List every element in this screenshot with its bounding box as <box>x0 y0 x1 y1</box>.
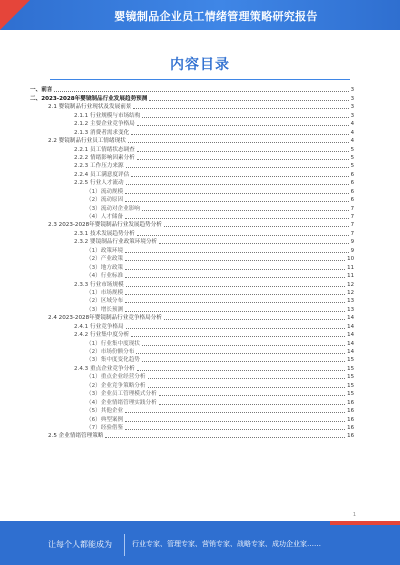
toc-entry[interactable] <box>30 145 354 153</box>
report-title: 婴镜制品企业员工情绪管理策略研究报告 <box>114 10 318 23</box>
toc-entry-page: 3 <box>350 104 354 111</box>
toc-entry-title: 2.1.2 主要企业竞争格局 <box>74 121 135 128</box>
toc-entry-title: 二、2023-2028年婴镜制品行业发展趋势预测 <box>30 95 148 102</box>
toc-entry-page: 4 <box>350 121 354 128</box>
toc-dot-leader <box>125 412 345 413</box>
toc-entry[interactable] <box>30 432 354 440</box>
toc-entry-page: 16 <box>347 433 354 440</box>
toc-entry-page: 12 <box>347 289 354 296</box>
toc-entry-page: 5 <box>350 146 354 153</box>
toc-entry-title: 2.3 2023-2028年婴镜制品行业发展趋势分析 <box>48 222 162 229</box>
toc-entry[interactable] <box>30 120 354 128</box>
toc-entry-title: （4）行业标准 <box>86 273 124 280</box>
toc-entry-title: 2.2.3 工作压力来源 <box>74 163 124 170</box>
toc-entry-page: 13 <box>347 298 354 305</box>
toc-entry-page: 9 <box>350 247 354 254</box>
toc-entry-title: （1）行业集中度现状 <box>86 340 140 347</box>
toc-dot-leader <box>142 117 348 118</box>
toc-entry[interactable] <box>30 213 354 221</box>
toc-dot-leader <box>159 243 348 244</box>
toc-entry[interactable] <box>30 179 354 187</box>
toc-entry[interactable] <box>30 305 354 313</box>
toc-entry[interactable] <box>30 381 354 389</box>
toc-entry-title: （2）产业政策 <box>86 256 124 263</box>
toc-dot-leader <box>136 353 345 354</box>
toc-dot-leader <box>125 218 348 219</box>
toc-entry-title: （2）区域分布 <box>86 298 124 305</box>
toc-dot-leader <box>142 345 345 346</box>
toc-dot-leader <box>125 252 348 253</box>
toc-entry[interactable] <box>30 196 354 204</box>
toc-entry-title: 2.4 2023-2028年婴镜制品行业竞争格局分析 <box>48 315 162 322</box>
footer-banner <box>0 521 400 565</box>
toc-entry-title: 2.5 企业情绪管理策略 <box>48 433 104 440</box>
toc-entry-page: 15 <box>347 365 354 372</box>
toc-entry-title: （2）流动原因 <box>86 197 124 204</box>
toc-entry-title: 2.2.1 员工情绪状态调查 <box>74 146 135 153</box>
toc-dot-leader <box>137 159 349 160</box>
toc-entry-page: 14 <box>347 340 354 347</box>
toc-entry[interactable] <box>30 221 354 229</box>
toc-entry-title: 2.1.1 行业规模与市场结构 <box>74 112 141 119</box>
toc-entry[interactable] <box>30 111 354 119</box>
toc-dot-leader <box>125 260 345 261</box>
toc-entry[interactable] <box>30 263 354 271</box>
toc-entry-page: 12 <box>347 281 354 288</box>
toc-dot-leader <box>149 100 348 101</box>
toc-dot-leader <box>125 302 345 303</box>
toc-entry-page: 15 <box>347 374 354 381</box>
toc-dot-leader <box>148 378 346 379</box>
header-accent-wedge <box>0 0 30 30</box>
toc-entry[interactable] <box>30 204 354 212</box>
toc-entry[interactable] <box>30 331 354 339</box>
toc-dot-leader <box>131 336 345 337</box>
toc-dot-leader <box>159 404 345 405</box>
toc-entry[interactable] <box>30 322 354 330</box>
toc-entry[interactable] <box>30 94 354 102</box>
toc-dot-leader <box>126 184 349 185</box>
toc-entry-title: （4）企业情绪管理实践分析 <box>86 399 157 406</box>
toc-entry-page: 15 <box>347 357 354 364</box>
toc-dot-leader <box>125 429 345 430</box>
toc-heading-divider <box>50 79 350 80</box>
toc-entry-title: （3）企业员工管理模式分析 <box>86 391 157 398</box>
toc-entry-title: 2.3.3 行业市场规模 <box>74 281 124 288</box>
toc-entry[interactable] <box>30 373 354 381</box>
toc-dot-leader <box>125 311 345 312</box>
toc-dot-leader <box>125 421 345 422</box>
toc-entry-page: 5 <box>350 154 354 161</box>
toc-dot-leader <box>126 328 346 329</box>
toc-entry-page: 15 <box>347 382 354 389</box>
toc-dot-leader <box>159 395 345 396</box>
toc-entry-title: （7）经验借鉴 <box>86 424 124 431</box>
toc-dot-leader <box>125 193 348 194</box>
toc-entry-title: 2.4.2 行业集中度分析 <box>74 332 130 339</box>
toc-entry-title: 2.2.2 情绪影响因素分析 <box>74 154 135 161</box>
toc-entry-title: （3）增长预测 <box>86 306 124 313</box>
toc-dot-leader <box>137 125 349 126</box>
toc-entry[interactable] <box>30 390 354 398</box>
table-of-contents <box>30 86 354 440</box>
toc-entry-page: 15 <box>347 391 354 398</box>
toc-dot-leader <box>125 294 345 295</box>
toc-entry[interactable] <box>30 187 354 195</box>
toc-entry-page: 11 <box>347 264 354 271</box>
toc-dot-leader <box>131 134 348 135</box>
toc-entry[interactable] <box>30 289 354 297</box>
toc-dot-leader <box>137 235 349 236</box>
toc-entry[interactable] <box>30 238 354 246</box>
toc-dot-leader <box>125 201 348 202</box>
toc-entry-title: 2.2.4 员工满意度评估 <box>74 171 130 178</box>
toc-dot-leader <box>148 387 346 388</box>
toc-entry-page: 4 <box>350 129 354 136</box>
toc-entry-title: （6）典型案例 <box>86 416 124 423</box>
toc-entry[interactable] <box>30 128 354 136</box>
toc-entry-page: 5 <box>350 163 354 170</box>
toc-entry[interactable] <box>30 162 354 170</box>
toc-entry[interactable] <box>30 415 354 423</box>
toc-entry-title: 2.2 婴镜制品行业员工情绪现状 <box>48 138 126 145</box>
toc-entry-page: 10 <box>347 256 354 263</box>
toc-entry[interactable] <box>30 364 354 372</box>
toc-entry-title: 2.2.5 行业人才流动 <box>74 180 124 187</box>
toc-entry-page: 11 <box>347 273 354 280</box>
toc-entry-page: 7 <box>350 230 354 237</box>
toc-dot-leader <box>105 437 345 438</box>
toc-entry-title: （1）市场规模 <box>86 289 124 296</box>
toc-entry-title: （1）流动规模 <box>86 188 124 195</box>
toc-entry-title: （4）人才储备 <box>86 214 124 220</box>
toc-dot-leader <box>125 269 345 270</box>
toc-entry-page: 4 <box>350 138 354 145</box>
toc-entry-page: 3 <box>350 95 354 102</box>
toc-dot-leader <box>125 277 345 278</box>
toc-entry-title: 2.1.3 消费者需求变化 <box>74 129 130 136</box>
footer-divider <box>124 534 125 556</box>
toc-entry[interactable] <box>30 339 354 347</box>
footer-slogan: 让每个人都能成为 <box>48 540 112 549</box>
toc-dot-leader <box>126 167 349 168</box>
toc-entry-page: 16 <box>347 424 354 431</box>
toc-entry-title: 2.1 婴镜制品行业现状及发展前景 <box>48 104 132 111</box>
toc-entry-page: 14 <box>347 332 354 339</box>
toc-entry[interactable] <box>30 86 354 94</box>
toc-entry-title: 2.4.1 行业竞争格局 <box>74 323 124 330</box>
toc-dot-leader <box>137 370 345 371</box>
toc-entry-page: 14 <box>347 323 354 330</box>
toc-entry[interactable] <box>30 137 354 145</box>
toc-dot-leader <box>164 319 345 320</box>
toc-entry-page: 3 <box>350 112 354 119</box>
toc-entry[interactable] <box>30 280 354 288</box>
toc-entry[interactable] <box>30 170 354 178</box>
toc-dot-leader <box>54 91 348 92</box>
page-number: 1 <box>352 512 356 518</box>
toc-entry-page: 7 <box>350 222 354 229</box>
toc-dot-leader <box>164 226 349 227</box>
toc-entry-title: 一、前言 <box>30 87 53 94</box>
toc-dot-leader <box>126 286 346 287</box>
toc-entry-title: 2.3.2 婴镜制品行业政策环境分析 <box>74 239 158 246</box>
toc-entry-page: 13 <box>347 306 354 313</box>
toc-dot-leader <box>142 210 349 211</box>
toc-entry[interactable] <box>30 272 354 280</box>
toc-entry[interactable] <box>30 356 354 364</box>
toc-entry[interactable] <box>30 398 354 406</box>
toc-entry-page: 6 <box>350 188 354 195</box>
toc-entry-page: 6 <box>350 197 354 204</box>
toc-dot-leader <box>131 176 348 177</box>
toc-entry-title: （2）企业竞争策略分析 <box>86 382 146 389</box>
toc-entry[interactable] <box>30 154 354 162</box>
toc-entry-title: （3）流动对企业影响 <box>86 205 140 212</box>
toc-entry-title: （3）地方政策 <box>86 264 124 271</box>
toc-entry-title: 2.4.3 重点企业竞争分析 <box>74 365 135 372</box>
toc-entry-page: 9 <box>350 239 354 246</box>
toc-entry-title: （2）市场份额分布 <box>86 349 135 355</box>
toc-entry-title: （3）集中度变化趋势 <box>86 357 140 364</box>
toc-entry-page: 16 <box>347 416 354 423</box>
toc-entry-title: 2.3.1 技术发展趋势分析 <box>74 230 135 237</box>
toc-entry-page: 6 <box>350 180 354 187</box>
toc-entry-title: （1）重点企业经营分析 <box>86 374 146 381</box>
toc-entry[interactable] <box>30 103 354 111</box>
toc-entry[interactable] <box>30 424 354 432</box>
toc-dot-leader <box>137 151 349 152</box>
toc-heading: 内容目录 <box>170 57 230 73</box>
toc-entry-title: （5）其他企业 <box>86 408 124 415</box>
toc-entry-page: 7 <box>350 205 354 212</box>
toc-entry-page: 6 <box>350 171 354 178</box>
toc-entry[interactable] <box>30 246 354 254</box>
toc-entry[interactable] <box>30 348 354 356</box>
toc-entry[interactable] <box>30 314 354 322</box>
toc-dot-leader <box>133 108 348 109</box>
toc-entry[interactable] <box>30 297 354 305</box>
toc-dot-leader <box>128 142 349 143</box>
toc-entry-page: 7 <box>350 214 354 220</box>
report-header <box>0 0 400 30</box>
toc-entry-page: 16 <box>347 399 354 406</box>
toc-dot-leader <box>142 361 345 362</box>
toc-entry-page: 16 <box>347 408 354 415</box>
toc-entry[interactable] <box>30 407 354 415</box>
toc-entry[interactable] <box>30 229 354 237</box>
toc-entry[interactable] <box>30 255 354 263</box>
toc-entry-page: 3 <box>350 87 354 94</box>
toc-entry-page: 14 <box>347 349 354 355</box>
toc-entry-page: 14 <box>347 315 354 322</box>
footer-accent-bar <box>330 521 400 525</box>
toc-entry-title: （1）政策环境 <box>86 247 124 254</box>
footer-roles: 行业专家、管理专家、营销专家、战略专家、成功企业家…… <box>132 540 321 548</box>
